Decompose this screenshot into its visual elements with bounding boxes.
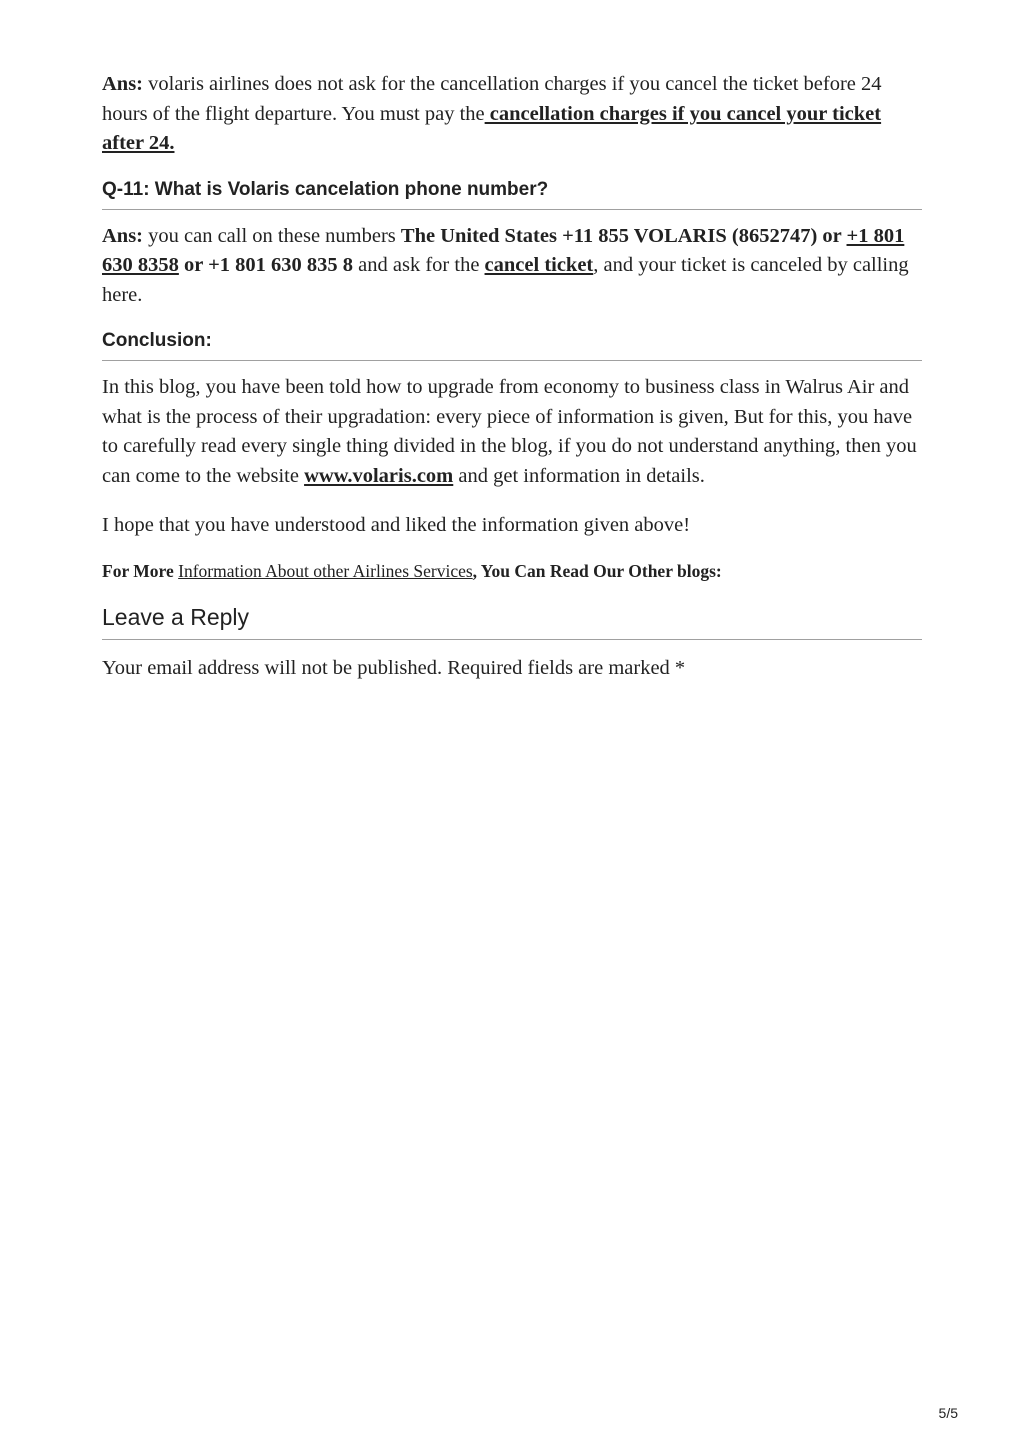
conclusion-text: and get information in details. [453, 464, 705, 487]
alt-phone-number: or +1 801 630 835 8 [178, 254, 354, 276]
conclusion-heading: Conclusion: [102, 330, 922, 361]
more-info-line [102, 561, 922, 582]
answer-text: , and your ticket is canceled by calling here. [102, 254, 909, 306]
answer-label: Ans: [102, 224, 144, 247]
answer-text: volaris airlines does not ask for the cancellation charges if you cancel the ticket before 24 hours of the flight departure. You must pay the [102, 73, 882, 125]
page-number: 5/5 [938, 1405, 958, 1421]
conclusion-text: In this blog, you have been told how to upgrade from economy to business class in Walrus Air and what is the process of their upgradation: every piece of information is given, But for this, you have to carefully read every single thing divided in the blog, if you do not understand anything, then you can come to the website [102, 376, 917, 487]
conclusion-paragraph [102, 373, 922, 491]
question-11-heading: Q-11: What is Volaris cancelation phone number? [102, 179, 922, 210]
cancel-ticket-link[interactable]: cancel ticket [484, 254, 594, 276]
phone-number-link[interactable]: +1 801 630 8358 [102, 224, 905, 276]
answer-text: and ask for the [353, 254, 485, 276]
hope-paragraph: I hope that you have understood and liked the information given above! [102, 514, 691, 536]
more-suffix: , You Can Read Our Other blogs: [472, 560, 722, 581]
answer-text: you can call on these numbers [143, 224, 401, 247]
email-notice: Your email address will not be published. Required fields are marked * [102, 656, 686, 679]
answer-11 [102, 222, 922, 311]
answer-label: Ans: [102, 73, 144, 95]
answer-10 [102, 70, 922, 159]
website-link[interactable]: www.volaris.com [304, 464, 454, 487]
leave-reply-heading: Leave a Reply [102, 604, 922, 640]
cancellation-charges-link[interactable]: cancellation charges if you cancel your ticket after 24. [102, 102, 882, 154]
more-prefix: For More [102, 560, 179, 581]
airlines-services-link[interactable]: Information About other Airlines Services [178, 560, 473, 581]
article-content [102, 70, 922, 703]
phone-numbers-text: The United States +11 855 VOLARIS (8652747) or [400, 224, 847, 247]
